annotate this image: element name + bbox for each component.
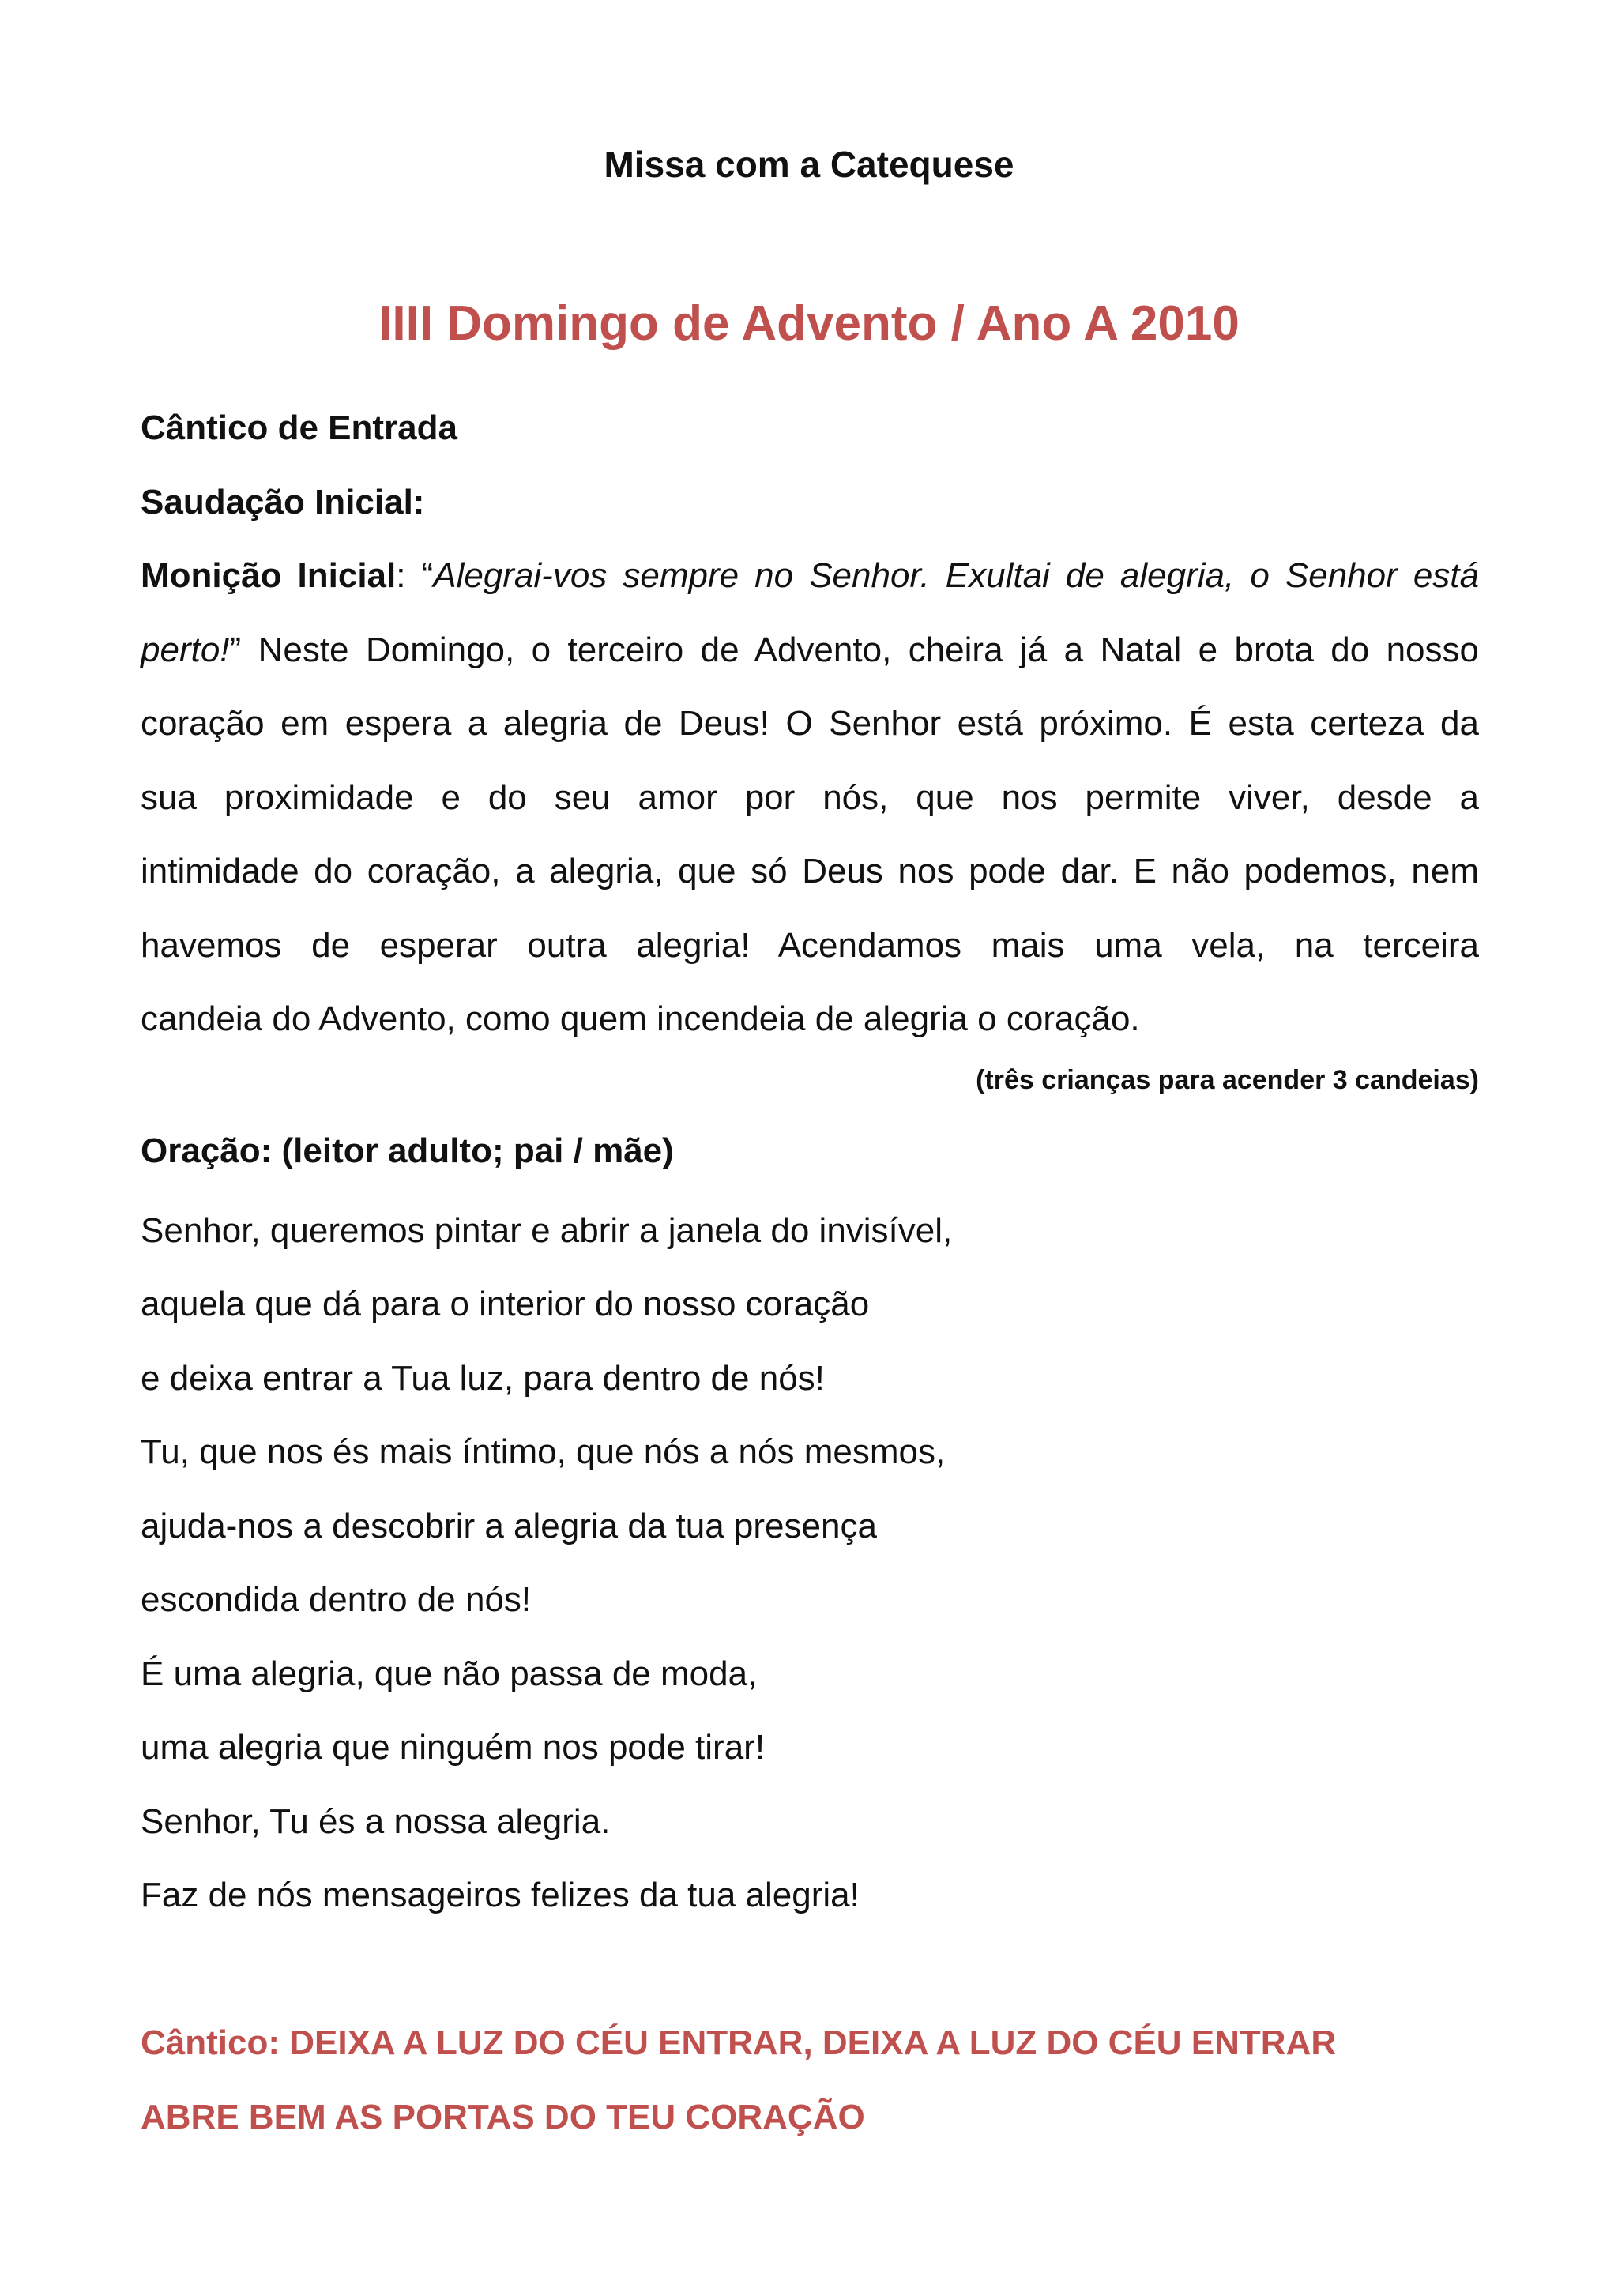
monicao-line-2 — [141, 613, 1479, 687]
monicao-line-7: candeia do Advento, como quem incendeia de alegria o coração. — [141, 999, 1140, 1038]
oracao-line: Faz de nós mensageiros felizes da tua alegria! — [141, 1876, 860, 1914]
monicao-quote-close: ” — [229, 630, 242, 669]
monicao-quote-2: perto! — [141, 630, 230, 669]
oracao-line: e deixa entrar a Tua luz, para dentro de nós! — [141, 1358, 825, 1398]
oracao-line: Senhor, Tu és a nossa alegria. — [141, 1801, 611, 1841]
oracao-line: aquela que dá para o interior do nosso coração — [141, 1285, 870, 1323]
monicao-colon: : “ — [396, 556, 434, 595]
page-bottom-margin — [0, 2169, 1618, 2296]
oracao-heading: Oração: (leitor adulto; pai / mãe) — [141, 1131, 674, 1170]
cantico-line-2: ABRE BEM AS PORTAS DO TEU CORAÇÃO — [141, 2097, 865, 2136]
monicao-note: (três crianças para acender 3 candeias) — [976, 1064, 1479, 1095]
monicao-line-1 — [141, 539, 1479, 613]
monicao-line-6: havemos de esperar outra alegria! Acendamos mais uma vela, na terceira — [141, 925, 1479, 965]
cantico-line-1: Cântico: DEIXA A LUZ DO CÉU ENTRAR, DEIXA A LUZ DO CÉU ENTRAR — [141, 2023, 1337, 2062]
oracao-line: Tu, que nos és mais íntimo, que nós a nós mesmos, — [141, 1432, 946, 1471]
monicao-label: Monição Inicial — [141, 556, 397, 595]
monicao-quote-1: Alegrai-vos sempre no Senhor. Exultai de alegria, o Senhor está — [433, 556, 1480, 595]
oracao-line: uma alegria que ninguém nos pode tirar! — [141, 1728, 766, 1767]
document-header: Missa com a Catequese — [604, 144, 1014, 185]
oracao-line: ajuda-nos a descobrir a alegria da tua presença — [141, 1506, 877, 1545]
oracao-line: escondida dentro de nós! — [141, 1580, 532, 1619]
monicao-text-1: Neste Domingo, o terceiro de Advento, cheira já a Natal e brota do nosso — [241, 630, 1479, 669]
monicao-line-3: coração em espera a alegria de Deus! O Senhor está próximo. É esta certeza da — [141, 704, 1479, 743]
spacer — [141, 1933, 1479, 2007]
oracao-line: É uma alegria, que não passa de moda, — [141, 1654, 758, 1693]
oracao-line: Senhor, queremos pintar e abrir a janela do invisível, — [141, 1210, 953, 1250]
monicao-line-5: intimidade do coração, a alegria, que só Deus nos pode dar. E não podemos, nem — [141, 852, 1479, 890]
document-body — [141, 391, 1479, 2185]
section-heading-saudacao: Saudação Inicial: — [141, 482, 425, 521]
document-title: IIII Domingo de Advento / Ano A 2010 — [378, 296, 1240, 351]
monicao-line-4: sua proximidade e do seu amor por nós, que nos permite viver, desde a — [141, 777, 1479, 817]
section-heading-entrada: Cântico de Entrada — [141, 408, 457, 447]
